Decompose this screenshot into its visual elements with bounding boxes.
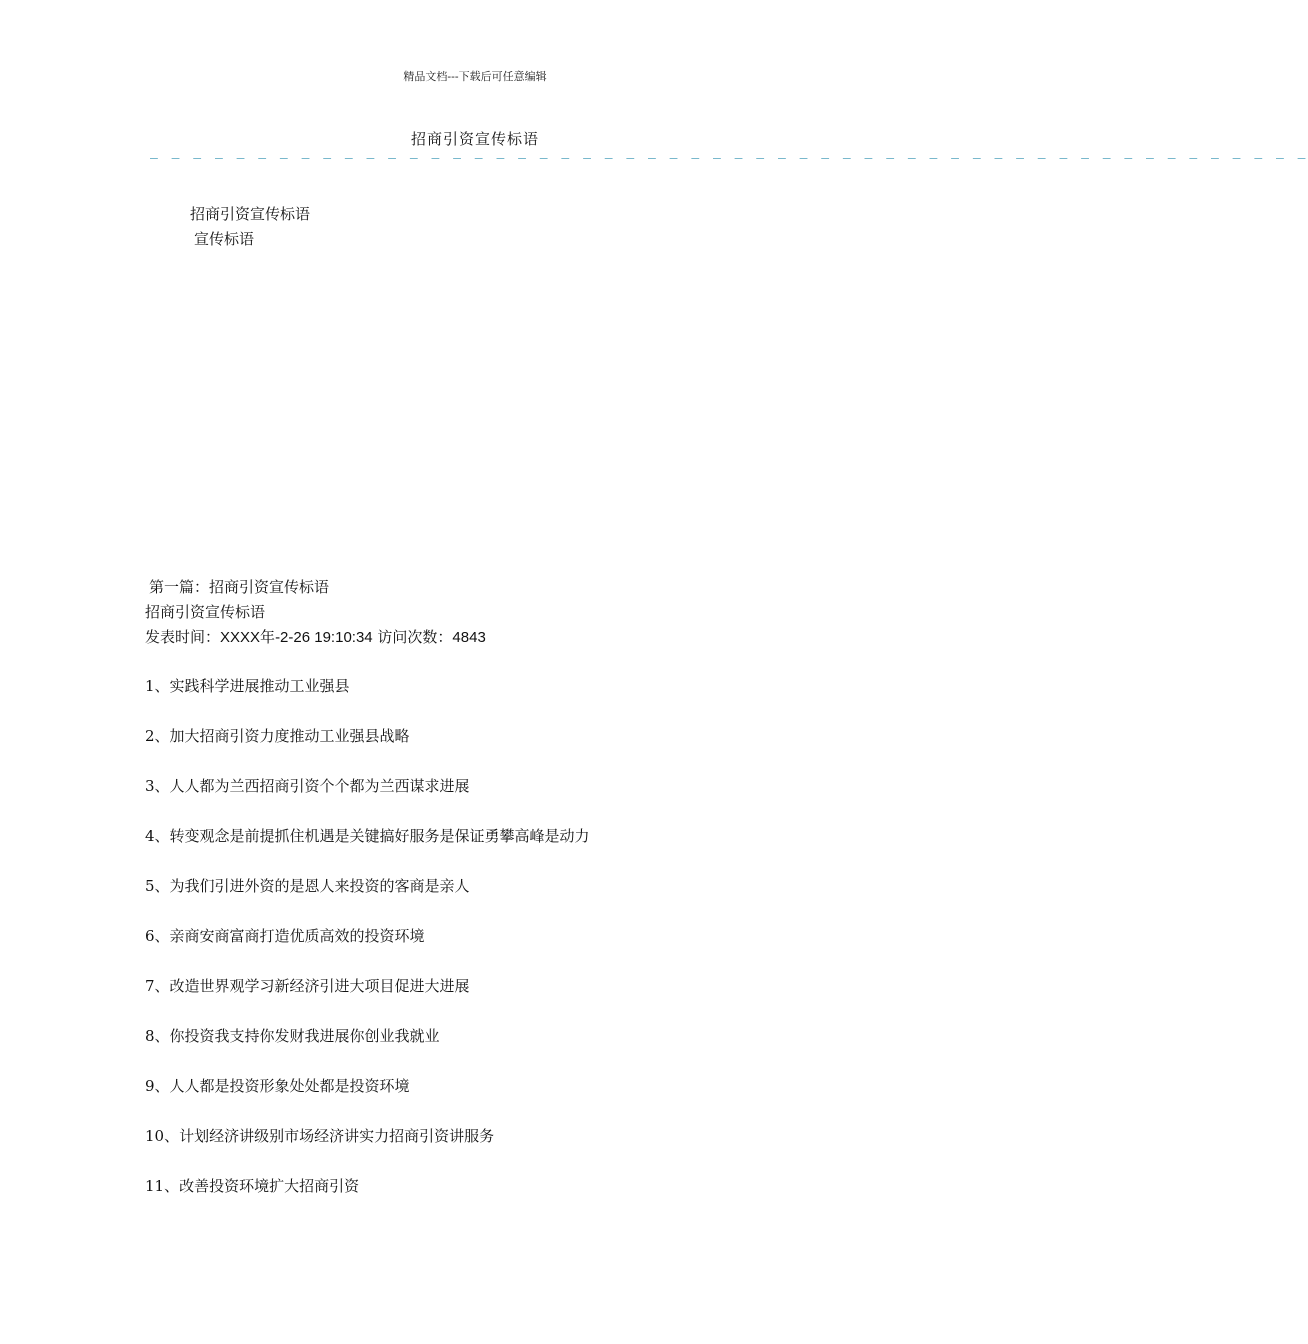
meta-label: 发表时间： bbox=[145, 628, 221, 646]
meta-time: -2-26 19:10:34 bbox=[275, 629, 373, 646]
slogan-item: 4、转变观念是前提抓住机遇是关键搞好服务是保证勇攀高峰是动力 bbox=[145, 827, 590, 845]
title-divider: — — — — — — — — — — — — — — — — — — — — — — — — — — — — — — — — — — — — — — — — — — — — — — — — — — — — — — bbox=[150, 151, 1308, 166]
slogan-item: 6、亲商安商富商打造优质高效的投资环境 bbox=[145, 927, 425, 945]
article-subtitle: 招商引资宣传标语 bbox=[145, 603, 266, 621]
intro-title: 招商引资宣传标语 bbox=[190, 205, 311, 223]
chapter-heading: 第一篇：招商引资宣传标语 bbox=[149, 578, 330, 596]
slogan-item: 5、为我们引进外资的是恩人来投资的客商是亲人 bbox=[145, 877, 470, 895]
slogan-item: 10、计划经济讲级别市场经济讲实力招商引资讲服务 bbox=[145, 1127, 495, 1145]
slogan-item: 2、加大招商引资力度推动工业强县战略 bbox=[145, 727, 410, 745]
slogan-item: 1、实践科学进展推动工业强县 bbox=[145, 677, 350, 695]
article-section bbox=[145, 575, 486, 650]
meta-date: XXXX bbox=[220, 629, 261, 646]
article-meta bbox=[145, 625, 486, 650]
meta-year: 年 bbox=[260, 628, 276, 646]
slogan-item: 11、改善投资环境扩大招商引资 bbox=[145, 1177, 360, 1195]
slogan-item: 9、人人都是投资形象处处都是投资环境 bbox=[145, 1077, 410, 1095]
document-title: 招商引资宣传标语 bbox=[410, 130, 539, 148]
meta-visits-label: 访问次数： bbox=[372, 628, 453, 646]
header-note: 精品文档---下载后可任意编辑 bbox=[403, 70, 547, 83]
meta-visits: 4843 bbox=[452, 629, 486, 646]
slogan-list bbox=[145, 675, 590, 1225]
slogan-item: 7、改造世界观学习新经济引进大项目促进大进展 bbox=[145, 977, 470, 995]
intro-block bbox=[190, 202, 310, 252]
slogan-item: 8、你投资我支持你发财我进展你创业我就业 bbox=[145, 1027, 440, 1045]
intro-subtitle: 宣传标语 bbox=[194, 230, 255, 248]
slogan-item: 3、人人都为兰西招商引资个个都为兰西谋求进展 bbox=[145, 777, 470, 795]
